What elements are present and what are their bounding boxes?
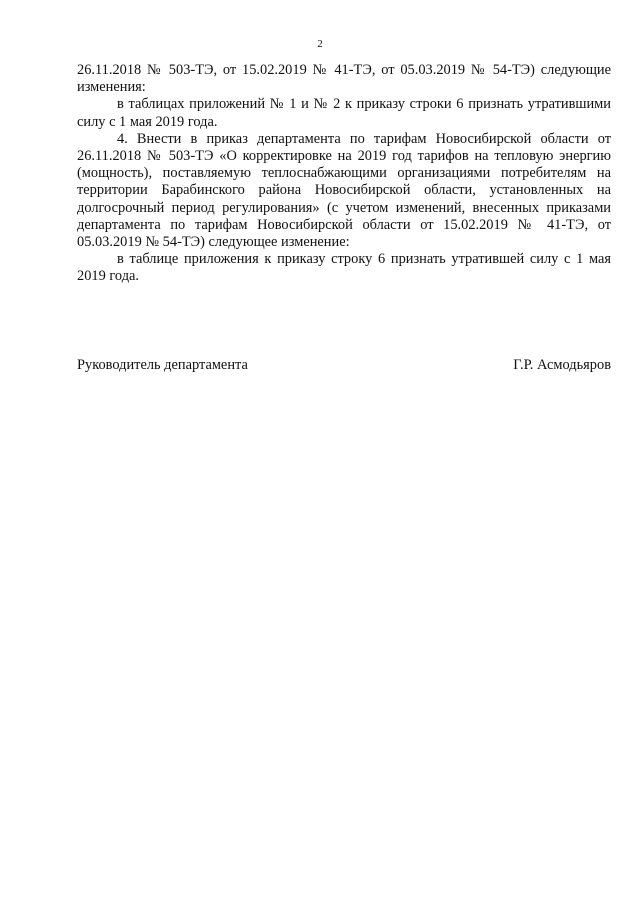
signature-block <box>77 357 611 374</box>
paragraph-item-4: 4. Внести в приказ департамента по тарифам Новосибирской области от 26.11.2018 № 503-ТЭ «О корректировке на 2019 год тарифов на тепловую энергию (мощность), поставляемую теплоснабжающими организациями потребителям на территории Барабинского района Новосибирской области, установленных на долгосрочный период регулирования» (с учетом изменений, внесенных приказами департамента по тарифам Новосибирской области от 15.02.2019 № 41-ТЭ, от 05.03.2019 № 54-ТЭ) следующее изменение: <box>77 130 611 251</box>
signatory-position: Руководитель департамента <box>77 357 248 373</box>
page-number: 2 <box>317 38 323 50</box>
paragraph-table-change: в таблице приложения к приказу строку 6 признать утратившей силу с 1 мая 2019 года. <box>77 251 611 285</box>
paragraph-continuation: 26.11.2018 № 503-ТЭ, от 15.02.2019 № 41-ТЭ, от 05.03.2019 № 54-ТЭ) следующие изменения: <box>77 62 611 96</box>
paragraph-tables-change: в таблицах приложений № 1 и № 2 к приказу строки 6 признать утратившими силу с 1 мая 2019 года. <box>77 96 611 130</box>
signatory-name: Г.Р. Асмодьяров <box>513 357 611 373</box>
document-body <box>77 62 611 286</box>
